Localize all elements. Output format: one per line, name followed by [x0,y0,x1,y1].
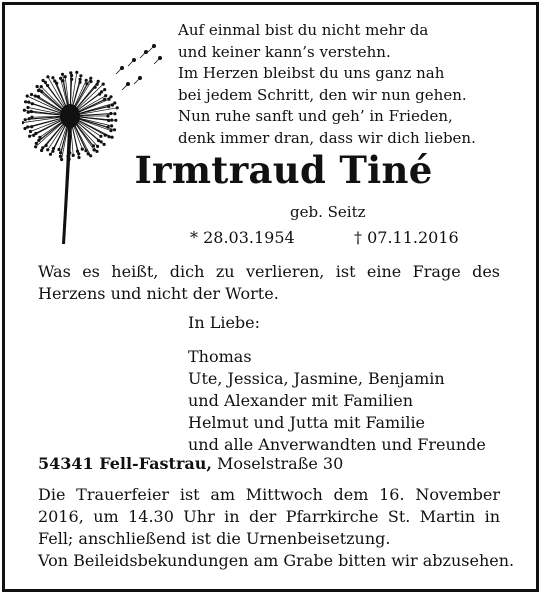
poem [178,20,476,149]
poem-line: denk immer dran, dass wir dich lieben. [178,128,476,147]
mourner-line: und alle Anverwandten und Freunde [188,435,486,454]
poem-line: Nun ruhe sanft und geh’ in Frieden, [178,107,453,125]
closing-note: Von Beileidsbekundungen am Grabe bitten wir abzusehen. [38,551,515,570]
service-info: Die Trauerfeier ist am Mittwoch dem 16. November 2016, um 14.30 Uhr in der Pfarrkirche St. Martin in Fell; anschließend ist die Urnenbeisetzung. [38,485,500,548]
poem-line: Im Herzen bleibst du uns ganz nah [178,64,445,82]
poem-line: bei jedem Schritt, den wir nun gehen. [178,85,467,104]
death-date: † 07.11.2016 [354,228,459,247]
dandelion-icon [22,38,168,246]
mourner-line: Helmut und Jutta mit Familie [188,413,426,432]
deceased-name: Irmtraud Tiné [134,148,433,192]
address-place: 54341 Fell-Fastrau, [38,454,212,473]
birth-date: * 28.03.1954 [190,228,295,247]
mourner-line: Ute, Jessica, Jasmine, Benjamin [188,369,445,388]
address-street: Moselstraße 30 [217,454,344,473]
poem-line: und keiner kann’s verstehn. [178,42,391,61]
address [38,454,343,473]
birth-name: geb. Seitz [290,203,366,221]
mourner-line: und Alexander mit Familien [188,391,414,410]
mourner-line: Thomas [188,347,252,366]
mourners-list [188,312,486,456]
quote-text: Was es heißt, dich zu verlieren, ist eine Frage des Herzens und nicht der Worte. [38,262,500,303]
mourners-intro: In Liebe: [188,313,261,332]
poem-line: Auf einmal bist du nicht mehr da [178,21,429,39]
